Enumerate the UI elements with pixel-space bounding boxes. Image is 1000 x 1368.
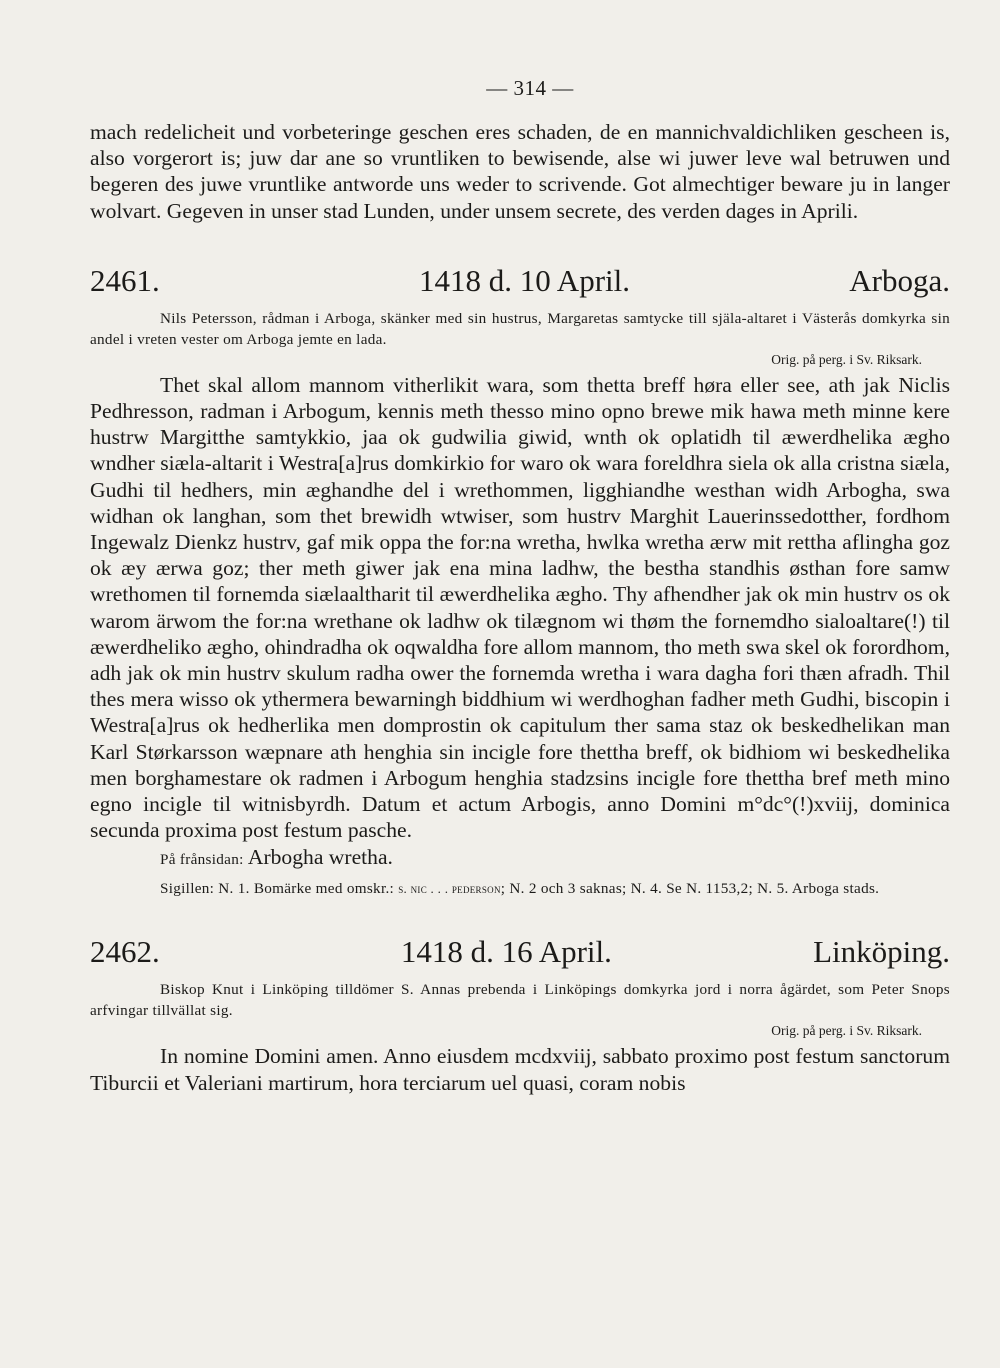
charter-text: In nomine Domini amen. Anno eiusdem mcdxviij, sabbato proximo post festum sanctorum Tiburcii et Valeriani martirum, hora terciarum uel quasi, coram nobis [90,1044,950,1095]
seals-text-c: ; N. 2 och 3 saknas; N. 4. Se N. 1153,2; N. 5. Arboga stads. [500,880,880,898]
entry-summary: Biskop Knut i Linköping tilldömer S. Annas prebenda i Linköpings domkyrka jord i norra ågärdet, som Peter Snops arfvingar tillvällat sig. [90,981,950,1020]
seals-text-a: Sigillen: N. 1. Bomärke med omskr.: [160,880,399,898]
endorsement-text: Arbogha wretha. [247,845,393,870]
endorsement [90,843,950,874]
entry-place: Linköping. [813,934,950,970]
continued-charter-text: mach redelicheit und vorbeteringe geschen eres schaden, de en mannichvaldichliken gescheen is, also vorgerort is; juw dar ane so vruntliken to bewisende, alse wi juwer leve wal betruwen und begeren des juwe vruntlike antworde uns weder to scrivende. Got almechtiger beware ju in langer wolvart. Gegeven in unser stad Lunden, under unsem secrete, des verden dages in Aprili. [90,120,950,223]
charter-text: Thet skal allom mannom vitherlikit wara, som thetta breff høra eller see, ath jak Niclis Pedhresson, radman i Arbogum, kennis meth thesso mino opno brewe mik hawa meth minne kere hustrw Margitthe samtykkio, jaa ok gudwilia giwid, wnth ok oplatidh til æwerdhelika ægho wndher siæla-altarit i Westra[a]rus domkirkio for waro ok wara foreldhra siela ok alla cristna siæla, Gudhi til hedhers, min æghandhe del i wrethommen, ligghiandhe westhan widh Arbogha, swa widhan ok langhan, som thet brewidh wtwiser, som hustrv Marghit Lauerinssedotther, fordhom Ingewalz Dienkz hustrv, gaf mik oppa the for:na wretha, hwlka wretha ærw mit rettha aflingha goz ok æy ærwa goz; ther meth giwer jak ena mina ladhw, the bestha standhis østhan fore samw wrethomen til fornemda siælaaltharit til æwerdhelika ægho. Thy afhendher jak ok min hustrv os ok warom ärwom the for:na wrethane ok ladhw ok tilægnom wi thøm the fornemdho sialoaltare(!) til æwerdheliko ægho, ohindradha ok oqwaldha fore allom mannom, tho meth swa skel ok forordhom, adh jak ok min hustrv skulum radha ower the fornemda wretha i wara dagha fori thæn afradh. Thil thes mera wisso ok ythermera bewarningh biddhium wi werdhoghan fadher meth Gudhi, biscopin i Westra[a]rus ok hedherlika men domprostin ok capitulum ther sama staz ok beskedhelikan man Karl Størkarsson wæpnare ath henghia sin incigle fore thettha breff, ok bidhiom wi beskedhelika men borghamestare ok radmen i Arbogum henghia stadzsins incigle fore thettha bref meth mino egno incigle til witnisbyrdh. Datum et actum Arbogis, anno Domini m°dc°(!)xviij, dominica secunda proxima post festum pasche. [90,372,950,843]
entry-2461 [90,264,950,900]
document-page [90,76,950,1096]
entry-heading [90,264,950,298]
entry-date: 1418 d. 16 April. [400,934,612,970]
entry-date: 1418 d. 10 April. [419,262,630,298]
entry-number: 2461. [90,262,160,298]
entry-number: 2462. [90,934,160,970]
seals-inscription: s. nic . . . pederson [398,881,501,897]
entry-source: Orig. på perg. i Sv. Riksark. [771,1023,922,1039]
endorsement-label: På frånsidan: [160,851,244,869]
entry-place: Arboga. [849,262,950,298]
entry-source: Orig. på perg. i Sv. Riksark. [771,351,922,367]
entry-2462 [90,935,950,1095]
entry-heading [90,935,950,969]
page-number: — 314 — [486,76,574,100]
seals-note [90,878,950,899]
entry-summary: Nils Petersson, rådman i Arboga, skänker med sin hustrus, Margaretas samtycke till själa-altaret i Västerås domkyrka sin andel i vreten vester om Arboga jemte en lada. [90,309,950,348]
